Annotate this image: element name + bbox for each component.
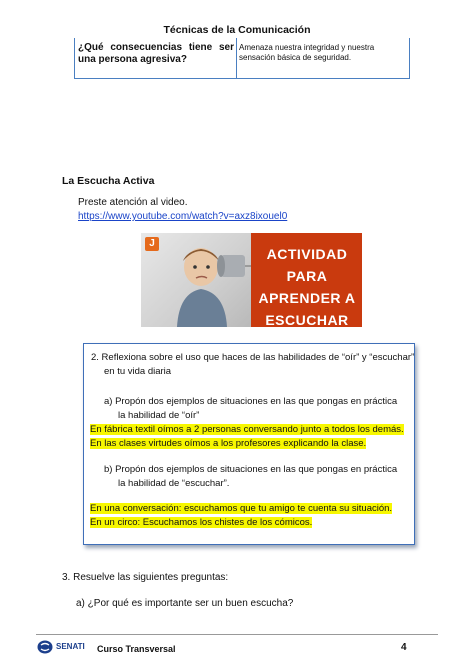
section-title: La Escucha Activa [62,175,155,187]
answer-highlight: En fábrica textil oímos a 2 personas conversando junto a todos los demás. [90,424,404,435]
answer-highlight: En las clases virtudes oímos a los profesores explicando la clase. [90,438,367,449]
activity-prompt-cont: en tu vida diaria [104,366,172,377]
footer-course: Curso Transversal [97,644,176,654]
item-b-text-cont: la habilidad de “escuchar”. [118,478,230,489]
thumbnail-title-line: PARA [286,268,328,284]
page-header-title: Técnicas de la Comunicación [163,24,311,36]
question-3a: a) ¿Por qué es importante ser un buen escucha? [76,598,294,609]
thumbnail-title [253,243,361,327]
video-link[interactable]: https://www.youtube.com/watch?v=axz8ixouel0 [78,211,288,222]
item-a-text: a) Propón dos ejemplos de situaciones en las que pongas en práctica [104,396,398,407]
answer-highlight: En una conversación: escuchamos que tu amigo te cuenta su situación. [90,503,393,514]
table-question-cell: ¿Qué consecuencias tiene ser una persona agresiva? [78,42,234,65]
activity-prompt: 2. Reflexiona sobre el uso que haces de las habilidades de “oír” y “escuchar” [91,352,415,363]
thumbnail-title-line: APRENDER A [258,290,356,306]
channel-badge: J [145,237,159,251]
page-number: 4 [401,642,407,653]
senati-logo-icon [37,640,53,659]
item-a-text-cont: la habilidad de “oír” [118,410,200,421]
answer-highlight: En un circo: Escuchamos los chistes de los cómicos. [90,517,313,528]
table-answer-cell: Amenaza nuestra integridad y nuestra sensación básica de seguridad. [239,43,375,62]
question-3: 3. Resuelve las siguientes preguntas: [62,572,229,583]
thumbnail-title-line: ACTIVIDAD [266,246,348,262]
logo-text: SENATI [56,642,85,651]
table-divider [236,38,237,78]
footer-divider [36,634,438,635]
thumbnail-title-line: ESCUCHAR [265,312,349,327]
video-instruction: Preste atención al video. [78,197,188,208]
item-b-text: b) Propón dos ejemplos de situaciones en las que pongas en práctica [104,464,398,475]
video-thumbnail[interactable] [141,233,362,327]
